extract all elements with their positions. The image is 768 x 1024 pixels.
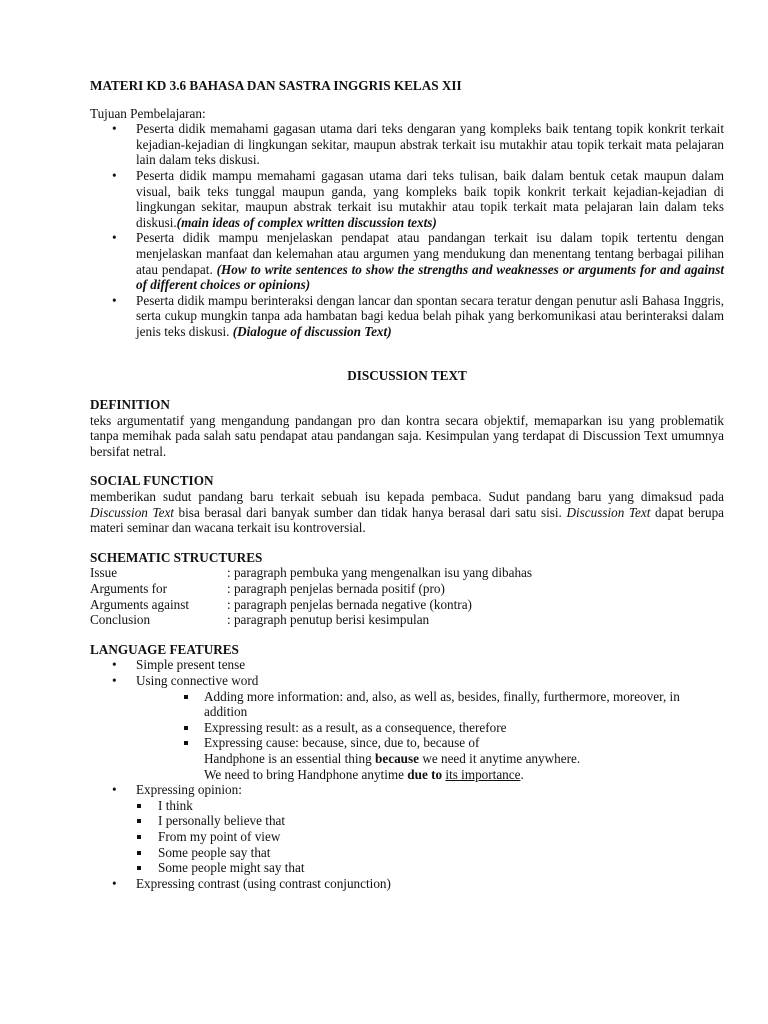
social-function-section <box>90 473 724 535</box>
language-features-heading: LANGUAGE FEATURES <box>90 641 239 657</box>
schematic-row: Conclusion : paragraph penutup berisi kesimpulan <box>90 612 430 628</box>
opinion-item: I think <box>90 798 724 814</box>
definition-section <box>90 397 724 459</box>
discussion-heading: DISCUSSION TEXT <box>347 367 467 383</box>
objective-item: • Peserta didik memahami gagasan utama dari teks dengaran yang kompleks baik tentang topik konkrit terkait kejadian-kejadian di lingkungan sekitar, maupun abstrak terkait isu mutakhir atau topik terkait mata pelajaran lain dalam teks diskusi. <box>90 121 724 168</box>
schematic-row: Arguments for : paragraph penjelas bernada positif (pro) <box>90 581 445 597</box>
feature-item: • Expressing opinion: I think I personally believe that From my point of view Some people say that Some people might say that <box>90 782 724 876</box>
document-title: MATERI KD 3.6 BAHASA DAN SASTRA INGGRIS KELAS XII <box>90 78 462 93</box>
definition-text: teks argumentatif yang mengandung pandangan pro dan kontra secara objektif, memaparkan isu yang problematik tanpa memihak pada salah satu pendapat atau pandangan saja. Kesimpulan yang terdapat di Discussion Text umumnya bersifat netral. <box>90 412 724 459</box>
connective-item: Expressing result: as a result, as a consequence, therefore <box>136 720 724 736</box>
example-sentence: We need to bring Handphone anytime due to its importance. <box>204 766 524 782</box>
opinion-item: Some people might say that <box>90 860 724 876</box>
connective-item: Adding more information: and, also, as well as, besides, finally, furthermore, moreover, in addition <box>136 689 724 720</box>
feature-item: • Simple present tense <box>90 657 724 673</box>
objective-item: • Peserta didik mampu menjelaskan pendapat atau pandangan terkait isu dalam topik tertentu dengan menjelaskan manfaat dan kelemahan atau argumen yang mendukung dan menentang tentang berbagai pilihan atau pendapat. (How to write sentences to show the strengths and weaknesses or arguments for and against of different choices or opinions) <box>90 230 724 292</box>
feature-item: • Using connective word Adding more information: and, also, as well as, besides, finally, furthermore, moreover, in addition Expressing result: as a result, as a consequence, therefore Expressing cause: because, since, due to, because of Handphone is an essential thing because we need it anytime anywhere. We need to bring Handphone anytime due to its importance. <box>90 673 724 782</box>
opinion-item: I personally believe that <box>90 813 724 829</box>
example-sentence: Handphone is an essential thing because we need it anytime anywhere. <box>204 750 581 766</box>
schematic-row: Arguments against : paragraph penjelas bernada negative (kontra) <box>90 596 472 612</box>
language-features-list <box>90 657 724 891</box>
tujuan-label: Tujuan Pembelajaran: <box>90 105 206 121</box>
objectives-list <box>90 121 724 339</box>
schematic-row: Issue : paragraph pembuka yang mengenalkan isu yang dibahas <box>90 565 533 581</box>
opinion-item: From my point of view <box>90 829 724 845</box>
schematic-section <box>90 550 724 628</box>
social-function-text: memberikan sudut pandang baru terkait sebuah isu kepada pembaca. Sudut pandang baru yang dimaksud pada Discussion Text bisa berasal dari banyak sumber dan tidak hanya berasal dari satu sisi. Discussion Text dapat berupa materi seminar dan wacana terkait isu kontroversial. <box>90 489 725 536</box>
objective-item: • Peserta didik mampu memahami gagasan utama dari teks tulisan, baik dalam bentuk cetak maupun dalam visual, baik teks tunggal maupun ganda, yang kompleks baik topik konkrit terkait kejadian-kejadian di lingkungan sekitar, maupun abstrak terkait isu mutakhir atau topik terkait mata pelajaran lain dalam teks diskusi.(main ideas of complex written discussion texts) <box>90 168 724 230</box>
language-features-section <box>90 642 724 892</box>
social-function-heading: SOCIAL FUNCTION <box>90 473 214 489</box>
opinions-list <box>90 798 724 876</box>
connective-item: Expressing cause: because, since, due to, because of Handphone is an essential thing because we need it anytime anywhere. We need to bring Handphone anytime due to its importance. <box>136 735 724 782</box>
schematic-heading: SCHEMATIC STRUCTURES <box>90 549 263 565</box>
definition-heading: DEFINITION <box>90 397 170 413</box>
feature-item: • Expressing contrast (using contrast conjunction) <box>90 876 724 892</box>
connectives-list <box>136 689 724 783</box>
opinion-item: Some people say that <box>90 845 724 861</box>
objective-item: • Peserta didik mampu berinteraksi dengan lancar dan spontan secara teratur dengan penutur asli Bahasa Inggris, serta cukup mungkin tanpa ada hambatan bagi kedua belah pihak yang berkomunikasi atau berinteraksi dalam jenis teks diskusi. (Dialogue of discussion Text) <box>90 293 724 340</box>
